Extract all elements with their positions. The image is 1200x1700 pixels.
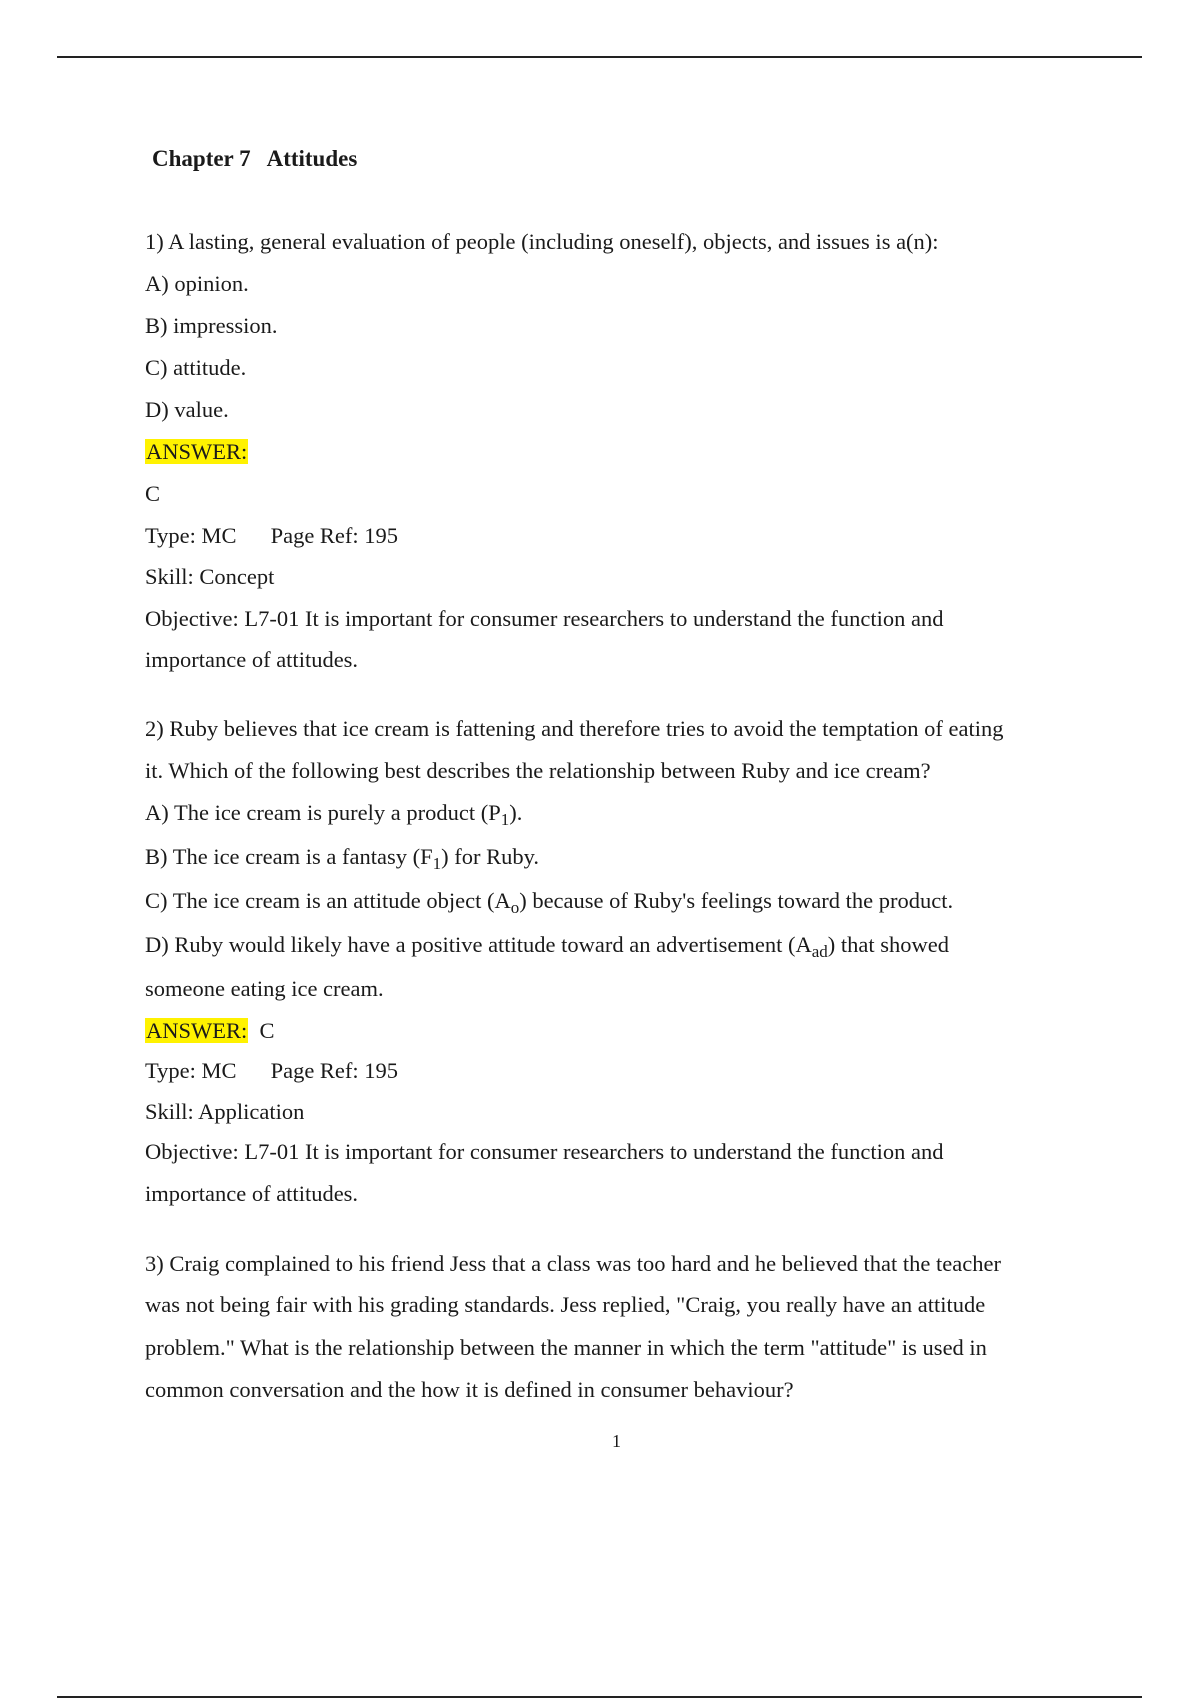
option-d-continuation: someone eating ice cream. <box>145 976 384 1001</box>
answer-value: C <box>259 1018 275 1043</box>
question-stem: common conversation and the how it is defined in consumer behaviour? <box>145 1377 794 1402</box>
objective-line: Objective: L7-01 It is important for consumer researchers to understand the function and <box>145 1139 944 1164</box>
option-b: B) The ice cream is a fantasy $(F_1)$ for Ruby. <box>145 844 540 873</box>
option-a: A) The ice cream is purely a product $(P_1)$. <box>145 800 523 829</box>
option-a: A) opinion. <box>145 271 249 296</box>
option-c: C) The ice cream is an attitude object $(A_o)$ because of Ruby's feelings toward the product. <box>145 888 954 917</box>
skill-line: Skill: Concept <box>145 564 275 589</box>
page-number: 1 <box>612 1431 621 1451</box>
answer-label: ANSWER: <box>146 439 248 464</box>
option-d: D) Ruby would likely have a positive attitude toward an advertisement $(A_{ad})$ that showed <box>145 932 949 961</box>
objective-line: importance of attitudes. <box>145 1181 359 1206</box>
answer-line <box>145 1017 275 1045</box>
chapter-title: Chapter 7 Attitudes <box>152 146 358 171</box>
question-stem: was not being fair with his grading standards. Jess replied, "Craig, you really have an attitude <box>145 1292 986 1317</box>
bottom-rule <box>57 1696 1142 1698</box>
question-stem: 2) Ruby believes that ice cream is fattening and therefore tries to avoid the temptation of eating <box>145 716 1004 741</box>
meta-line <box>145 522 398 550</box>
answer-line <box>145 438 248 466</box>
option-d: D) value. <box>145 397 229 422</box>
page-ref: Page Ref: 195 <box>270 1058 399 1083</box>
objective-line: Objective: L7-01 It is important for consumer researchers to understand the function and <box>145 606 944 631</box>
answer-label: ANSWER: <box>146 1018 248 1043</box>
question-stem: it. Which of the following best describes the relationship between Ruby and ice cream? <box>145 758 931 783</box>
top-rule <box>57 56 1142 58</box>
question-type: Type: MC <box>145 523 237 548</box>
question-stem: problem." What is the relationship between the manner in which the term "attitude" is used in <box>145 1335 987 1360</box>
option-c: C) attitude. <box>145 355 247 380</box>
question-type: Type: MC <box>145 1058 237 1083</box>
meta-line <box>145 1057 398 1085</box>
skill-line: Skill: Application <box>145 1099 305 1124</box>
question-stem: 3) Craig complained to his friend Jess that a class was too hard and he believed that the teacher <box>145 1251 1001 1276</box>
page-ref: Page Ref: 195 <box>270 523 399 548</box>
answer-value: C <box>145 481 161 506</box>
question-stem: 1) A lasting, general evaluation of people (including oneself), objects, and issues is a(n): <box>145 229 939 254</box>
objective-line: importance of attitudes. <box>145 647 359 672</box>
option-b: B) impression. <box>145 313 278 338</box>
